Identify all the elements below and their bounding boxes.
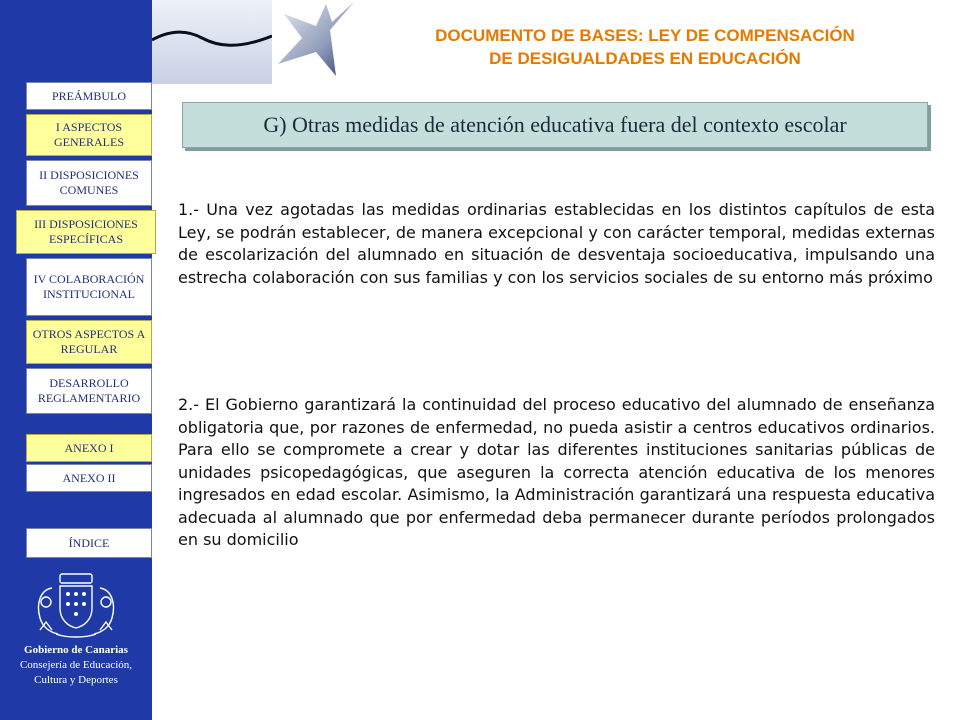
nav-anexo-ii[interactable] (26, 464, 152, 492)
nav-indice-label: ÍNDICE (68, 535, 110, 550)
coat-of-arms-icon (26, 572, 126, 640)
nav-otros-aspectos[interactable] (26, 320, 152, 364)
document-title (360, 24, 930, 70)
nav-disposiciones-comunes[interactable] (26, 160, 152, 206)
section-heading-text: G) Otras medidas de atención educativa fuera del contexto escolar (263, 112, 847, 137)
department-line-1: Consejería de Educación, (19, 659, 133, 671)
nav-aspectos-generales-label: I ASPECTOS GENERALES (54, 120, 124, 149)
nav-colaboracion-institucional[interactable] (26, 258, 152, 316)
nav-disposiciones-especificas[interactable] (16, 210, 156, 254)
government-signature (0, 643, 152, 688)
nav-colaboracion-institucional-label: IV COLABORACIÓN INSTITUCIONAL (33, 272, 145, 301)
nav-anexo-i-label: ANEXO I (64, 440, 114, 455)
document-title-line-2: DE DESIGUALDADES EN EDUCACIÓN (489, 49, 801, 68)
paragraph-1: 1.- Una vez agotadas las medidas ordinarias establecidas en los distintos capítulos de esta Ley, se podrán establecer, de manera excepcional y con carácter temporal, medidas externas de escolarización del alumnado en situación de desventaja socioeducativa, impulsando una estrecha colaboración con sus familias y con los servicios sociales de su entorno más próximo (178, 200, 935, 287)
nav-disposiciones-comunes-label: II DISPOSICIONES COMUNES (39, 168, 139, 197)
nav-preambulo-label: PREÁMBULO (51, 88, 126, 103)
banner-image (152, 0, 272, 84)
nav-anexo-ii-label: ANEXO II (62, 470, 116, 485)
nav-desarrollo-reglamentario[interactable] (26, 368, 152, 414)
nav-preambulo[interactable] (26, 82, 152, 110)
nav-disposiciones-especificas-label: III DISPOSICIONES ESPECÍFICAS (34, 217, 138, 246)
section-heading (182, 102, 928, 148)
wave-decoration-icon (152, 0, 272, 84)
nav-otros-aspectos-label: OTROS ASPECTOS A REGULAR (32, 327, 146, 356)
nav-desarrollo-reglamentario-label: DESARROLLO REGLAMENTARIO (37, 376, 141, 405)
nav-anexo-i[interactable] (26, 434, 152, 462)
star-logo-icon (272, 0, 364, 84)
paragraph-2: 2.- El Gobierno garantizará la continuidad del proceso educativo del alumnado de enseñanza obligatoria que, por razones de enfermedad, no pueda asistir a centros educativos ordinarios. Para ello se compromete a crear y dotar las diferentes instituciones sanitarias públicas de unidades psicopedagógicas, que aseguren la correcta atención educativa de los menores ingresados en edad escolar. Asimismo, la Administración garantizará una respuesta educativa adecuada al alumnado que por enfermedad deba permanecer durante períodos prolongados en su domicilio (178, 395, 935, 549)
government-name: Gobierno de Canarias (24, 644, 128, 656)
nav-indice[interactable] (26, 528, 152, 558)
department-line-2: Cultura y Deportes (34, 674, 118, 686)
department-name (0, 658, 152, 688)
document-title-line-1: DOCUMENTO DE BASES: LEY DE COMPENSACIÓN (435, 26, 855, 45)
nav-aspectos-generales[interactable] (26, 114, 152, 156)
